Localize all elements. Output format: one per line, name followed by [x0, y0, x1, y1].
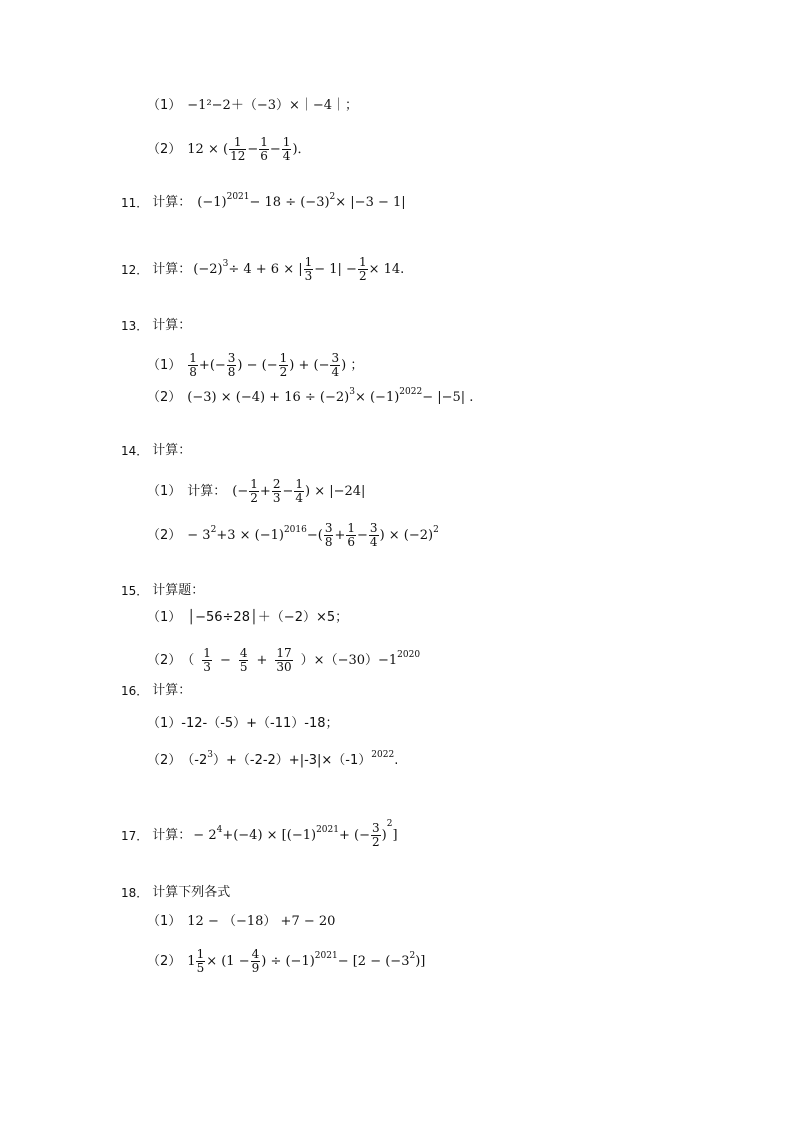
expr-text: ) − (− — [237, 357, 278, 373]
question-number: 17． — [121, 828, 149, 843]
q18-part1-expression: 12 − （−18） +7 − 20 — [187, 914, 336, 929]
expr-text: )] — [415, 953, 426, 969]
expr-text: (−1) — [197, 195, 227, 210]
numerator: 1 — [347, 521, 356, 535]
question-number: 14． — [121, 444, 149, 458]
denominator: 8 — [324, 535, 333, 549]
expr-text: + — [259, 483, 271, 499]
exponent: 2 — [409, 950, 416, 961]
expr-text: ) + (− — [289, 357, 330, 373]
exponent: 2022 — [399, 387, 423, 397]
exponent: 2 — [433, 524, 439, 535]
numerator: 3 — [227, 351, 236, 365]
question-label: 计算下列各式 — [152, 885, 231, 900]
numerator: 1 — [203, 646, 211, 660]
expr-text: × (1 − — [206, 953, 250, 969]
exponent: 3 — [207, 750, 213, 760]
part-label: （1） — [147, 716, 182, 731]
q16-part1 — [147, 716, 339, 732]
part-label: （1） — [147, 610, 182, 625]
numerator: 4 — [251, 947, 260, 961]
part-label: （2） — [147, 652, 182, 668]
question-16 — [121, 683, 197, 699]
question-number: 18． — [121, 886, 149, 900]
q14-part2 — [147, 522, 439, 549]
fraction — [239, 647, 249, 674]
question-11 — [121, 192, 406, 211]
question-label: 计算： — [152, 318, 192, 333]
expr-text: )． — [292, 141, 311, 157]
exponent: 2021 — [226, 192, 250, 202]
q10-part1-expression: −1²−2＋（−3）×｜−4｜； — [187, 98, 359, 113]
fraction — [282, 136, 292, 163]
question-label: 计算题： — [152, 583, 205, 598]
q18-part1 — [147, 914, 335, 930]
denominator: 2 — [371, 835, 380, 849]
expr-text: （ — [181, 652, 195, 668]
denominator: 6 — [347, 535, 356, 549]
expr-text: − — [357, 527, 368, 543]
numerator: 1 — [260, 135, 268, 149]
expr-text: ) × |−24| — [305, 483, 366, 499]
expr-text: 12 × ( — [187, 141, 229, 157]
question-label: 计算： — [152, 443, 192, 458]
numerator: 3 — [371, 821, 380, 835]
question-12 — [121, 256, 404, 283]
q10-part2 — [147, 136, 311, 163]
expr-text: 1 — [187, 953, 196, 969]
denominator: 3 — [203, 660, 211, 674]
expr-text: ）+（-2-2）+|-3|×（-1） — [212, 753, 372, 768]
numerator: 1 — [250, 477, 258, 491]
expr-text: ÷ 4 + 6 × | — [228, 261, 303, 277]
denominator: 6 — [260, 149, 268, 163]
q15-part1 — [147, 610, 348, 626]
expr-text: − |−5| . — [422, 390, 474, 405]
question-label: 计算： — [152, 195, 192, 210]
expr-text: × |−3 − 1| — [335, 195, 406, 210]
numerator: 1 — [189, 351, 197, 365]
expr-text: + — [256, 652, 268, 668]
denominator: 4 — [295, 491, 303, 505]
denominator: 5 — [239, 660, 248, 674]
denominator: 2 — [358, 269, 367, 283]
fraction — [330, 352, 340, 379]
fraction — [358, 256, 368, 283]
question-number: 12． — [121, 262, 149, 277]
denominator: 4 — [331, 365, 340, 379]
part-label: （1） — [147, 914, 182, 929]
part-label: （1） — [147, 98, 182, 113]
numerator: 1 — [196, 947, 205, 961]
question-15 — [121, 583, 210, 599]
numerator: 1 — [282, 135, 291, 149]
exponent: 2020 — [397, 649, 421, 660]
numerator: 2 — [272, 477, 281, 491]
expr-text: − — [269, 141, 281, 157]
numerator: 3 — [324, 521, 333, 535]
q15-part1-expression: │−56÷28│＋（−2）×5； — [187, 610, 349, 625]
fraction — [251, 948, 261, 975]
denominator: 2 — [250, 491, 258, 505]
q16-part1-expression: -12-（-5）+（-11）-18； — [181, 716, 339, 731]
question-label: 计算： — [152, 683, 192, 698]
q18-part2 — [147, 948, 425, 975]
part-label: （2） — [147, 953, 182, 969]
denominator: 3 — [304, 269, 313, 283]
denominator: 9 — [251, 961, 260, 975]
q13-part2 — [147, 387, 474, 406]
fraction — [371, 822, 381, 849]
denominator: 8 — [189, 365, 197, 379]
expr-text: (−2) — [193, 261, 223, 277]
numerator: 17 — [276, 646, 292, 660]
fraction — [369, 522, 379, 549]
fraction — [346, 522, 356, 549]
denominator: 30 — [276, 660, 292, 674]
expr-text: ) ； — [341, 357, 364, 373]
numerator: 1 — [233, 135, 242, 149]
expr-text: × (−1) — [354, 390, 400, 405]
expr-text: − — [219, 652, 231, 668]
part-label: （2） — [147, 141, 182, 157]
expr-text: +(−4) × [(−1) — [222, 827, 317, 843]
expr-text: +3 × (−1) — [216, 527, 284, 543]
exponent: 2016 — [283, 524, 307, 535]
question-13 — [121, 318, 197, 334]
denominator: 3 — [272, 491, 281, 505]
exponent: 3 — [349, 387, 355, 397]
question-number: 15． — [121, 584, 149, 598]
exponent: 2 — [386, 818, 393, 829]
numerator: 4 — [239, 646, 248, 660]
question-number: 16． — [121, 684, 149, 698]
fraction — [249, 478, 259, 505]
expr-text: + — [334, 527, 346, 543]
expr-text: (− — [232, 483, 249, 499]
numerator: 1 — [304, 255, 313, 269]
numerator: 3 — [369, 521, 378, 535]
exponent: 3 — [222, 258, 229, 269]
part-label: （2） — [147, 527, 182, 543]
question-17 — [121, 818, 398, 849]
part-label: （1） — [147, 483, 182, 499]
numerator: 1 — [358, 255, 367, 269]
exponent: 2 — [210, 524, 217, 535]
fraction — [275, 647, 292, 674]
part-label: （1） — [147, 357, 182, 373]
expr-text: − [2 − (−3 — [337, 953, 410, 969]
expr-text: − 2 — [193, 827, 217, 843]
part-label: （2） — [147, 753, 182, 768]
part-sublabel: 计算： — [187, 483, 227, 499]
exponent: 4 — [216, 824, 223, 835]
fraction — [304, 256, 314, 283]
denominator: 8 — [227, 365, 236, 379]
numerator: 3 — [331, 351, 340, 365]
expr-text: − 1| − — [314, 261, 357, 277]
expr-text: ] — [392, 827, 398, 843]
expr-text: ）×（−30）−1 — [300, 652, 398, 668]
question-18 — [121, 885, 236, 901]
exponent: 2021 — [316, 824, 339, 835]
expr-text: (−3) × (−4) + 16 ÷ (−2) — [187, 390, 350, 405]
fraction — [294, 478, 304, 505]
expr-text: +(− — [198, 357, 226, 373]
fraction — [259, 136, 269, 163]
expr-text: −( — [306, 527, 323, 543]
q15-part2 — [147, 647, 420, 674]
q14-part1 — [147, 478, 365, 505]
expr-text: × 14. — [368, 261, 405, 277]
denominator: 12 — [230, 149, 246, 163]
q13-part1 — [147, 352, 363, 379]
q10-part1 — [147, 98, 358, 114]
numerator: 1 — [295, 477, 303, 491]
fraction — [188, 352, 198, 379]
expr-text: − — [282, 483, 294, 499]
part-label: （2） — [147, 390, 182, 405]
expr-text: （-2 — [181, 753, 208, 768]
denominator: 4 — [369, 535, 378, 549]
question-label: 计算： — [152, 261, 192, 277]
question-number: 13． — [121, 319, 149, 333]
expr-text: . — [394, 753, 399, 768]
question-number: 11． — [121, 196, 149, 210]
expr-text: − 18 ÷ (−3) — [249, 195, 330, 210]
numerator: 1 — [279, 351, 288, 365]
fraction — [229, 136, 246, 163]
question-14 — [121, 443, 197, 459]
expr-text: − — [247, 141, 259, 157]
expr-text: ) ÷ (−1) — [261, 953, 315, 969]
fraction — [227, 352, 237, 379]
q16-part2 — [147, 750, 399, 769]
expr-text: ) — [381, 827, 387, 843]
expr-text: + (− — [338, 827, 370, 843]
exponent: 2 — [329, 192, 336, 202]
exponent: 2021 — [314, 950, 338, 961]
denominator: 2 — [279, 365, 288, 379]
exponent: 2022 — [371, 750, 395, 760]
fraction — [272, 478, 282, 505]
denominator: 5 — [196, 961, 205, 975]
denominator: 4 — [282, 149, 291, 163]
fraction — [279, 352, 289, 379]
fraction — [324, 522, 334, 549]
expr-text: ) × (−2) — [379, 527, 434, 543]
question-label: 计算： — [152, 827, 192, 843]
fraction — [196, 948, 206, 975]
fraction — [202, 647, 212, 674]
expr-text: − 3 — [187, 527, 211, 543]
